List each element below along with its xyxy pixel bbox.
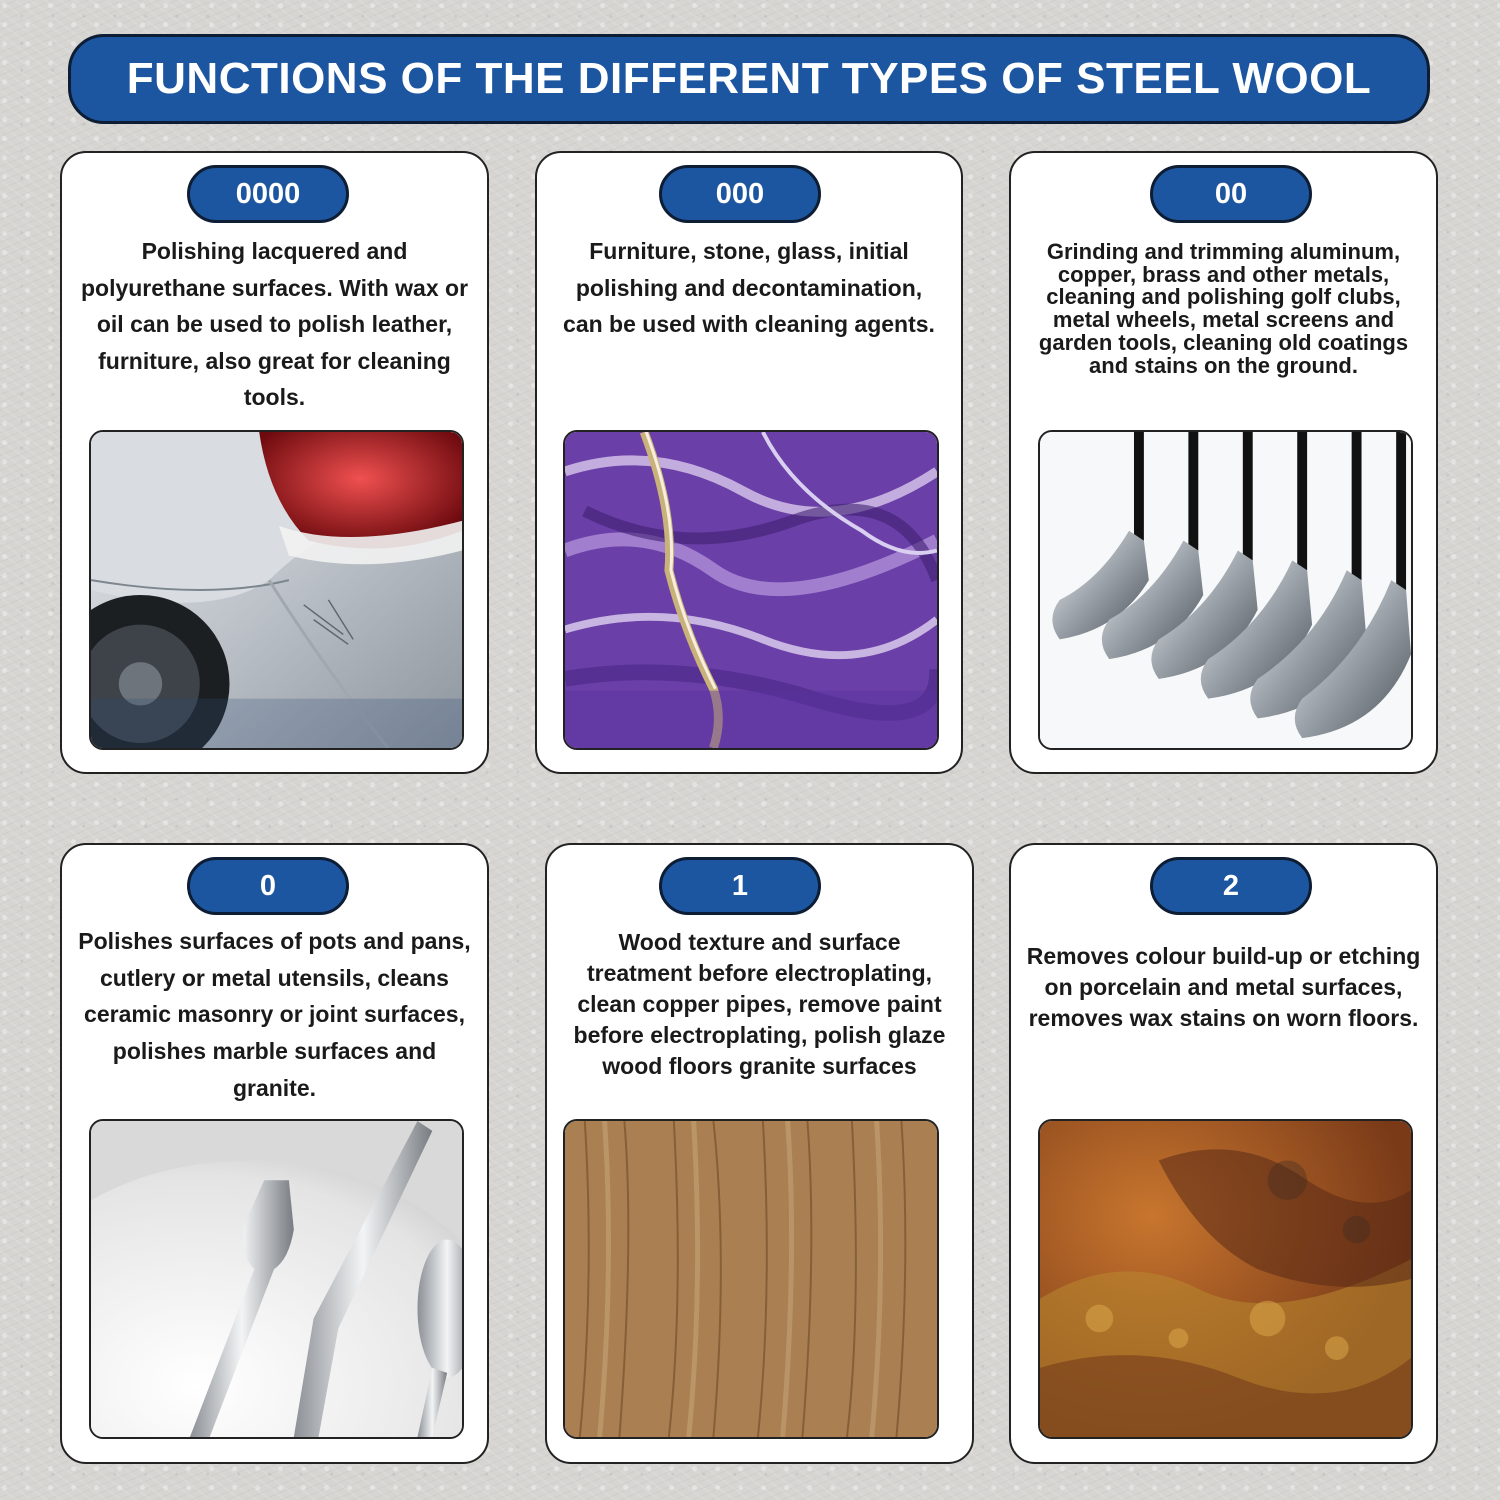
grade-description: Grinding and trimming aluminum, copper, brass and other metals, cleaning and polishing golf clubs, metal wheels, metal screens and garden tools, cleaning old coatings and stains on the ground. <box>1038 239 1409 378</box>
grade-badge: 2 <box>1150 857 1312 915</box>
grade-description: Polishing lacquered and polyurethane surfaces. With wax or oil can be used to polish leather, furniture, also great for cleaning tools. <box>80 238 469 410</box>
golf-club-irons-image <box>1038 430 1413 750</box>
rusted-metal-image <box>1038 1119 1413 1439</box>
cutlery-on-plate-image <box>89 1119 464 1439</box>
grade-badge: 0000 <box>187 165 349 223</box>
card-grade-0000 <box>60 151 489 774</box>
card-grade-2 <box>1009 843 1438 1464</box>
grade-description: Polishes surfaces of pots and pans, cutlery or metal utensils, cleans ceramic masonry or joint surfaces, polishes marble surfaces and granite. <box>78 928 471 1101</box>
card-grade-0 <box>60 843 489 1464</box>
grade-description: Removes colour build-up or etching on porcelain and metal surfaces, removes wax stains on worn floors. <box>1026 943 1421 1031</box>
wood-texture-image <box>563 1119 939 1439</box>
grade-badge: 00 <box>1150 165 1312 223</box>
card-grade-000 <box>535 151 963 774</box>
card-grade-00 <box>1009 151 1438 774</box>
grade-badge: 1 <box>659 857 821 915</box>
grade-description: Wood texture and surface treatment before electroplating, clean copper pipes, remove paint before electroplating, polish glaze wood floors granite surfaces <box>573 929 946 1079</box>
grade-description: Furniture, stone, glass, initial polishing and decontamination, can be used with cleaning agents. <box>563 238 935 337</box>
purple-marble-stone-image <box>563 430 939 750</box>
title-banner <box>68 34 1430 124</box>
grade-badge: 0 <box>187 857 349 915</box>
grade-badge: 000 <box>659 165 821 223</box>
card-grade-1 <box>545 843 974 1464</box>
page-title: FUNCTIONS OF THE DIFFERENT TYPES OF STEEL WOOL <box>126 54 1372 103</box>
scratched-car-bumper-image <box>89 430 464 750</box>
